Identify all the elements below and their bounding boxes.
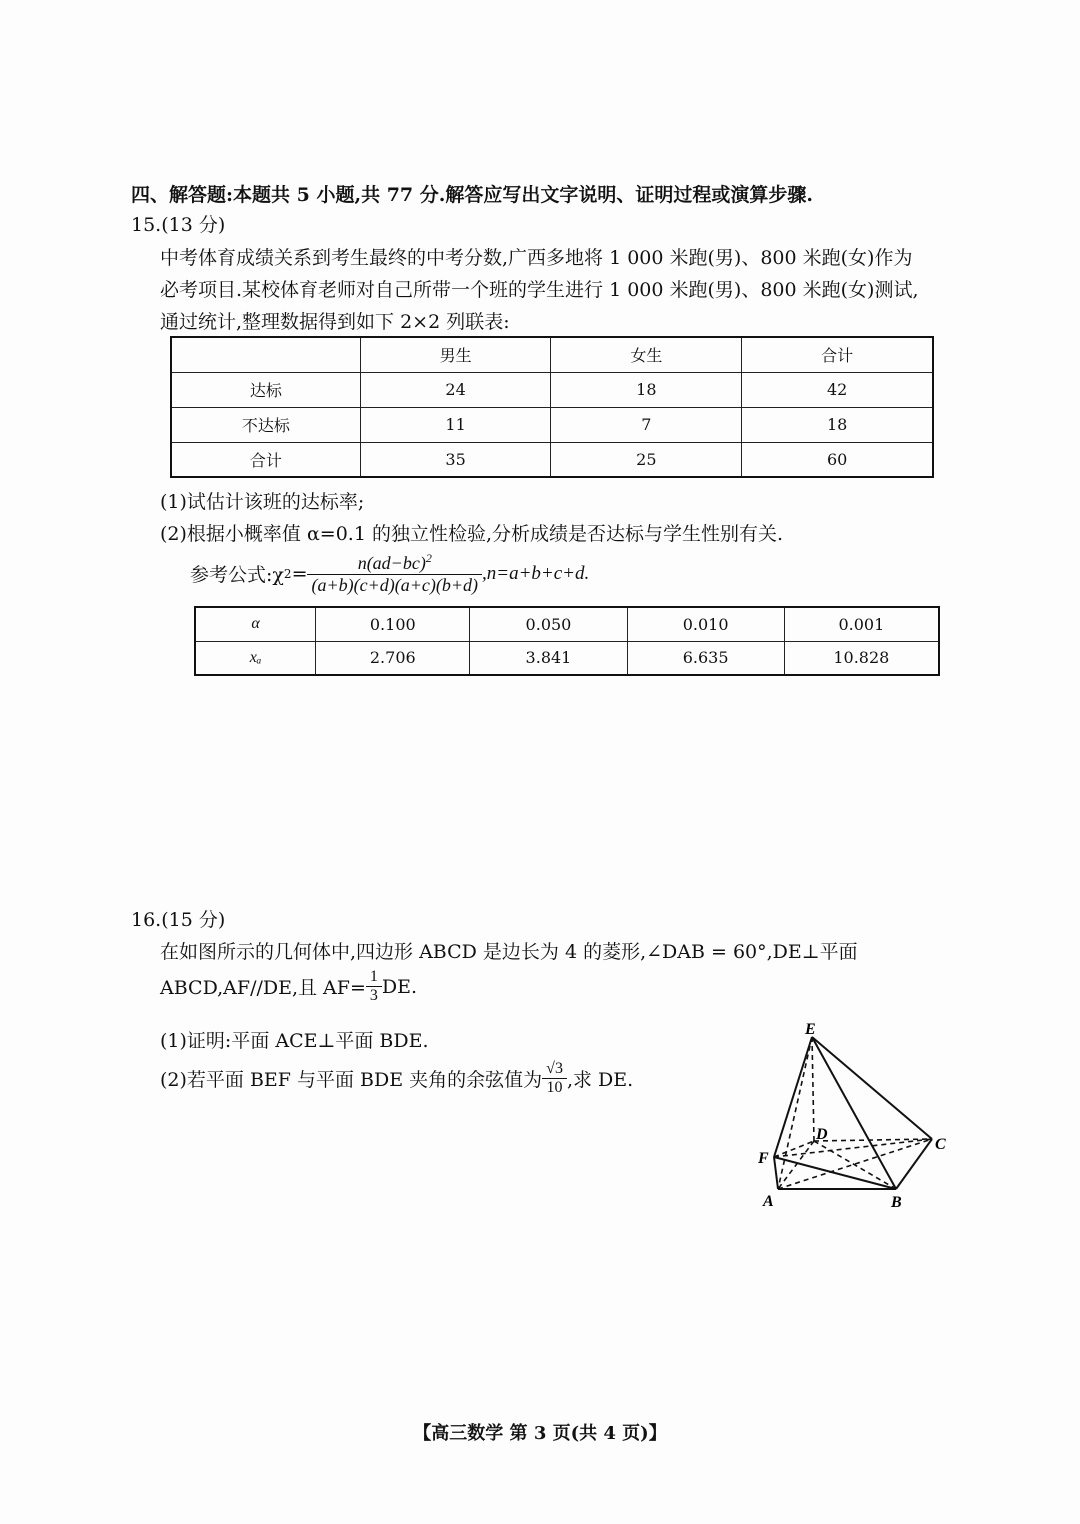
q15-intro-line3: 通过统计,整理数据得到如下 2×2 列联表: bbox=[160, 311, 510, 333]
edge-DA bbox=[778, 1141, 814, 1189]
table-row bbox=[171, 407, 933, 442]
page-footer: 【高三数学 第 3 页(共 4 页)】 bbox=[413, 1423, 667, 1444]
q15-part1: (1)试估计该班的达标率; bbox=[160, 491, 365, 513]
table-cell: 不达标 bbox=[171, 407, 360, 442]
point-label-D: D bbox=[816, 1126, 828, 1143]
q16-number: 16.(15 分) bbox=[131, 909, 226, 931]
formula-tail: ,n=a+b+c+d. bbox=[482, 562, 590, 584]
table-cell: 18 bbox=[742, 407, 933, 442]
edge-FB bbox=[774, 1157, 896, 1189]
formula-denominator: (a+b)(c+d)(a+c)(b+d) bbox=[311, 575, 479, 595]
q16-part2-post: ,求 DE. bbox=[566, 1069, 634, 1091]
q16-part2-pre: (2)若平面 BEF 与平面 BDE 夹角的余弦值为 bbox=[160, 1069, 543, 1091]
edge-EF bbox=[774, 1037, 812, 1157]
table-row bbox=[171, 442, 933, 477]
edge-BC bbox=[896, 1139, 932, 1189]
table-cell: 42 bbox=[742, 372, 933, 407]
q16-line2-pre: ABCD,AF//DE,且 AF= bbox=[160, 977, 366, 999]
fraction-denominator: 10 bbox=[546, 1079, 563, 1096]
table-cell: 0.100 bbox=[316, 607, 470, 641]
fraction-numerator: √3 bbox=[542, 1060, 567, 1079]
edge-FC bbox=[774, 1139, 932, 1157]
point-label-B: B bbox=[891, 1194, 902, 1211]
q16-part1: (1)证明:平面 ACE⊥平面 BDE. bbox=[160, 1030, 429, 1052]
fraction-numerator: 1 bbox=[366, 968, 382, 987]
table-cell: 24 bbox=[360, 372, 551, 407]
edge-EB bbox=[812, 1037, 896, 1189]
table-cell: 合计 bbox=[742, 337, 933, 372]
table-cell: 女生 bbox=[551, 337, 742, 372]
point-label-F: F bbox=[758, 1150, 769, 1167]
geometry-figure bbox=[750, 1015, 960, 1215]
table-cell: 0.050 bbox=[470, 607, 627, 641]
table-cell: 0.001 bbox=[784, 607, 939, 641]
edge-DC bbox=[814, 1139, 932, 1141]
q15-intro-line2: 必考项目.某校体育老师对自己所带一个班的学生进行 1 000 米跑(男)、800 米跑(女)测试, bbox=[160, 279, 919, 301]
table-cell: 25 bbox=[551, 442, 742, 477]
formula-label: 参考公式:χ bbox=[190, 564, 284, 586]
q15-part2: (2)根据小概率值 α=0.1 的独立性检验,分析成绩是否达标与学生性别有关. bbox=[160, 523, 784, 545]
table-row bbox=[171, 372, 933, 407]
table-row bbox=[195, 641, 939, 675]
table-cell: 合计 bbox=[171, 442, 360, 477]
point-label-E: E bbox=[805, 1021, 816, 1038]
table-cell bbox=[171, 337, 360, 372]
table-cell: α bbox=[195, 607, 316, 641]
table-cell: 男生 bbox=[360, 337, 551, 372]
critical-value-table bbox=[194, 606, 940, 676]
formula-fraction bbox=[307, 551, 482, 596]
formula-numerator: $n(ad-bc)^2$ bbox=[307, 551, 482, 575]
table-cell: 18 bbox=[551, 372, 742, 407]
point-label-A: A bbox=[763, 1193, 774, 1210]
table-row bbox=[195, 607, 939, 641]
table-cell: 35 bbox=[360, 442, 551, 477]
q16-line2 bbox=[160, 968, 417, 1005]
table-cell: 7 bbox=[551, 407, 742, 442]
contingency-table bbox=[170, 336, 934, 478]
table-cell: 11 bbox=[360, 407, 551, 442]
edge-EC bbox=[812, 1037, 932, 1139]
reference-formula bbox=[190, 551, 589, 596]
q16-fraction bbox=[366, 968, 382, 1005]
table-cell: 10.828 bbox=[784, 641, 939, 675]
table-cell: 6.635 bbox=[627, 641, 784, 675]
edge-FA bbox=[774, 1157, 778, 1189]
q16-line2-post: DE. bbox=[381, 975, 418, 998]
q15-number: 15.(13 分) bbox=[131, 214, 226, 236]
q15-intro-line1: 中考体育成绩关系到考生最终的中考分数,广西多地将 1 000 米跑(男)、800 米跑(女)作为 bbox=[160, 247, 913, 269]
edge-ED bbox=[812, 1037, 814, 1141]
table-cell: 0.010 bbox=[627, 607, 784, 641]
fraction-denominator: 3 bbox=[369, 987, 378, 1004]
table-cell: xₐ bbox=[195, 641, 316, 675]
table-cell: 达标 bbox=[171, 372, 360, 407]
point-label-C: C bbox=[935, 1136, 946, 1153]
q16-part2-fraction bbox=[542, 1060, 567, 1097]
q16-part2 bbox=[160, 1060, 633, 1097]
table-cell: 2.706 bbox=[316, 641, 470, 675]
section-heading: 四、解答题:本题共 5 小题,共 77 分.解答应写出文字说明、证明过程或演算步骤. bbox=[131, 184, 813, 206]
table-header-row bbox=[171, 337, 933, 372]
table-cell: 60 bbox=[742, 442, 933, 477]
q16-line1: 在如图所示的几何体中,四边形 ABCD 是边长为 4 的菱形,∠DAB = 60°,DE⊥平面 bbox=[160, 941, 858, 963]
formula-chi-sup: 2 bbox=[283, 566, 292, 581]
table-cell: 3.841 bbox=[470, 641, 627, 675]
formula-eq: = bbox=[291, 562, 308, 585]
